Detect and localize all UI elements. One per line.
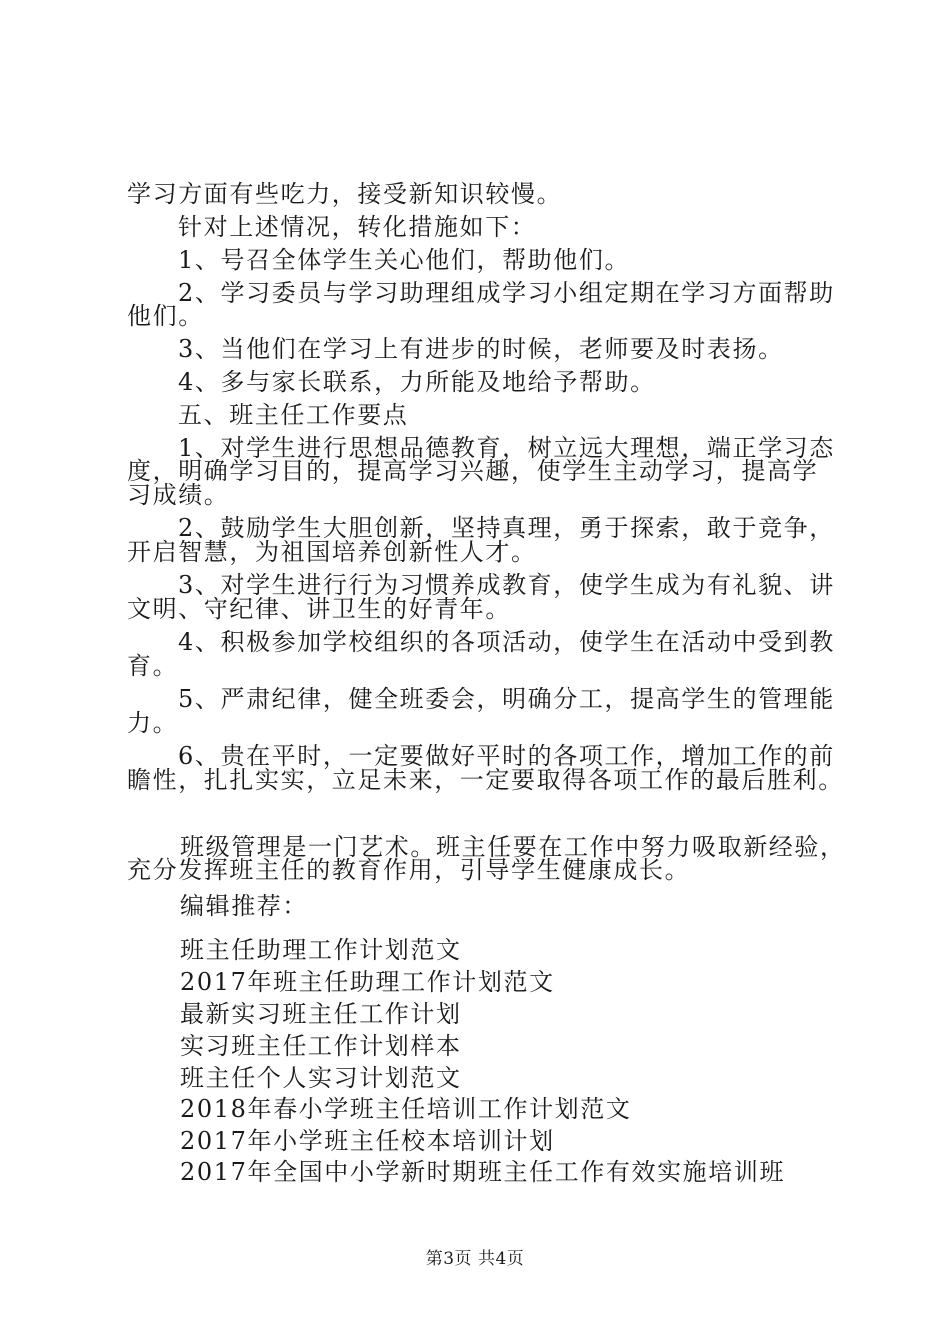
paragraph-line: 度，明确学习目的，提高学习兴趣，使学生主动学习，提高学	[127, 457, 819, 485]
recommend-item: 班主任助理工作计划范文	[180, 936, 462, 964]
recommend-item: 2017年全国中小学新时期班主任工作有效实施培训班	[180, 1158, 786, 1186]
paragraph-line: 学习方面有些吃力，接受新知识较慢。	[127, 180, 563, 208]
recommend-item: 2018年春小学班主任培训工作计划范文	[180, 1095, 632, 1123]
paragraph-line: 4、多与家长联系，力所能及地给予帮助。	[178, 368, 656, 396]
paragraph-line: 5、严肃纪律，健全班委会，明确分工，提高学生的管理能	[178, 685, 835, 713]
recommend-item: 班主任个人实习计划范文	[180, 1064, 462, 1092]
paragraph-line: 4、积极参加学校组织的各项活动，使学生在活动中受到教	[178, 628, 835, 656]
paragraph-line: 1、号召全体学生关心他们，帮助他们。	[178, 246, 631, 274]
paragraph-line: 力。	[127, 709, 179, 737]
recommend-item: 实习班主任工作计划样本	[180, 1032, 462, 1060]
paragraph-line: 针对上述情况，转化措施如下：	[178, 213, 537, 241]
paragraph-line: 他们。	[127, 302, 204, 330]
section-heading: 五、班主任工作要点	[178, 401, 409, 429]
paragraph-line: 2、鼓励学生大胆创新，坚持真理，勇于探索，敢于竞争，	[178, 514, 835, 542]
paragraph-line: 充分发挥班主任的教育作用，引导学生健康成长。	[127, 856, 691, 884]
paragraph-line: 习成绩。	[127, 481, 230, 509]
recommend-item: 最新实习班主任工作计划	[180, 1000, 462, 1028]
paragraph-line: 6、贵在平时，一定要做好平时的各项工作，增加工作的前	[178, 742, 835, 770]
recommend-item: 2017年小学班主任校本培训计划	[180, 1127, 555, 1155]
paragraph-line: 开启智慧，为祖国培养创新性人才。	[127, 538, 537, 566]
paragraph-line: 班级管理是一门艺术。班主任要在工作中努力吸取新经验，	[180, 833, 846, 861]
paragraph-line: 文明、守纪律、讲卫生的好青年。	[127, 595, 511, 623]
page-number-footer: 第3页 共4页	[425, 1249, 525, 1269]
paragraph-line: 1、对学生进行思想品德教育，树立远大理想，端正学习态	[178, 434, 835, 462]
paragraph-line: 3、当他们在学习上有进步的时候，老师要及时表扬。	[178, 335, 784, 363]
paragraph-line: 瞻性，扎扎实实，立足未来，一定要取得各项工作的最后胜利。	[127, 766, 844, 794]
recommend-heading: 编辑推荐：	[180, 892, 308, 920]
paragraph-line: 3、对学生进行行为习惯养成教育，使学生成为有礼貌、讲	[178, 571, 835, 599]
paragraph-line: 2、学习委员与学习助理组成学习小组定期在学习方面帮助	[178, 279, 835, 307]
recommend-item: 2017年班主任助理工作计划范文	[180, 968, 555, 996]
paragraph-line: 育。	[127, 652, 179, 680]
